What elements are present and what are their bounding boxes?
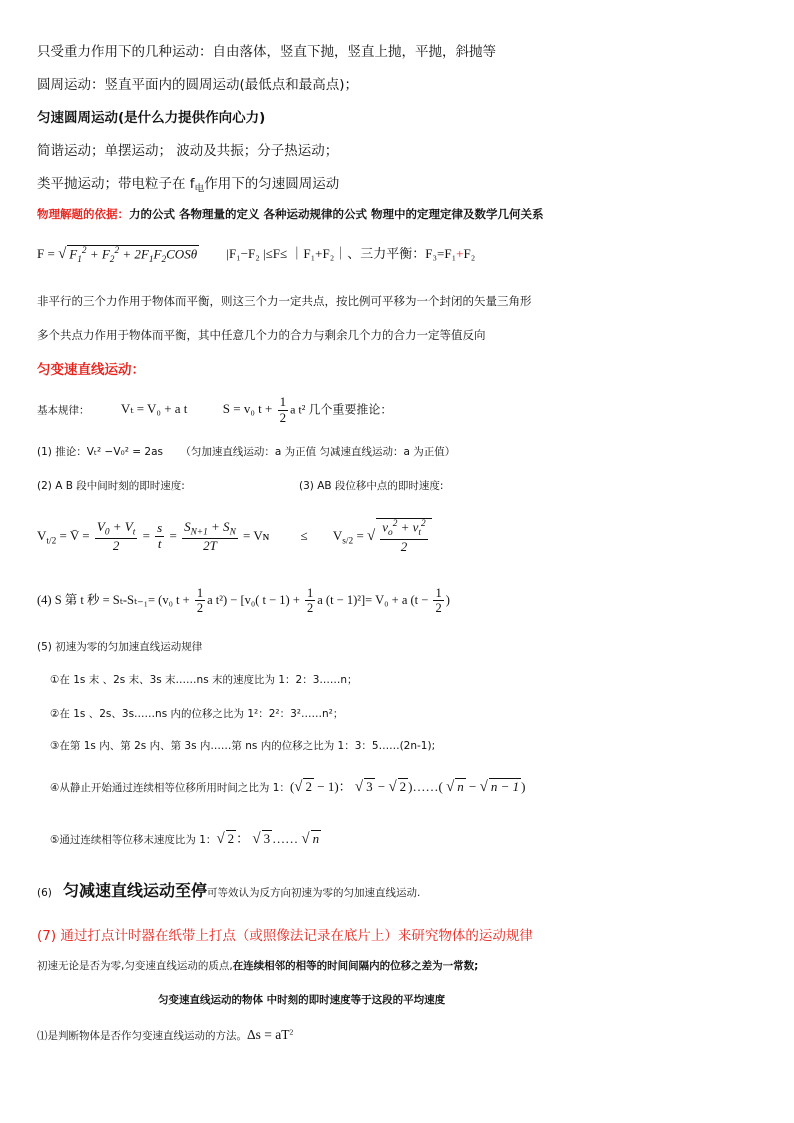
line-mid-time-velocity: 匀变速直线运动的物体 中时刻的即时速度等于这段的平均速度 xyxy=(158,994,446,1006)
inference-2-3: (2) A B 段中间时刻的即时速度: (3) AB 段位移中点的即时速度: xyxy=(37,480,444,492)
line-multi-forces: 多个共点力作用于物体而平衡，其中任意几个力的合力与剩余几个力的合力一定等值反向 xyxy=(37,328,486,342)
line-harmonic: 简谐运动；单摆运动； 波动及共振；分子热运动； xyxy=(37,143,339,159)
rule-2: ②在 1s 、2s、3s……ns 内的位移之比为 1²：2²：3²……n²； xyxy=(50,708,344,720)
section-heading-uniform-accel: 匀变速直线运动： xyxy=(37,362,145,378)
line-ticker-timer: (7) 通过打点计时器在纸带上打点（或照像法记录在底片上）来研究物体的运动规律 xyxy=(37,928,533,944)
line-decelerate-to-stop: (6) 匀减速直线运动至停可等效认为反方向初速为零的匀加速直线运动. xyxy=(37,881,421,900)
basic-laws: 基本规律： Vₜ = V₀ + a t S = v₀ t + $\frac{1}{2}$ a t² 几个重要推论： xyxy=(37,394,393,425)
rule-5: ⑤通过连续相等位移末速度比为 1：√ 2 ： √ 3 …… √ n xyxy=(50,831,320,847)
line-constant-difference: 初速无论是否为零,匀变速直线运动的质点,在连续相邻的相等的时间间隔内的位移之差为一常数; xyxy=(37,960,479,972)
mid-velocity-formula: $V_{t/2}$ = V̄ = $\frac{V_0 + V_t}{2}$ = $\frac{s}{t}$ = $\frac{S_{N+1} + S_N}{2T}$ = Vɴ ≤ $V_{s/2}$ = √ $\frac{v_o^2 + v_t^2}{2}$ xyxy=(37,518,432,555)
line-three-forces: 非平行的三个力作用于物体而平衡，则这三个力一定共点，按比例可平移为一个封闭的矢量三角形 xyxy=(37,294,532,308)
line-circular-motion: 圆周运动：竖直平面内的圆周运动(最低点和最高点)； xyxy=(37,77,359,93)
line-uniform-circular: 匀速圆周运动(是什么力提供作向心力) xyxy=(37,110,266,126)
nth-second-displacement: (4) S 第 t 秒 = Sₜ-Sₜ₋₁= (v₀ t + $\frac{1}{2}$ a t²) − [v₀( t − 1) + $\frac{1}{2}$ a (t − 1)²]= V₀ + a (t − $\frac{1}{2}$ ) xyxy=(37,586,450,616)
force-formula: F = √ $F_1^2 + F_2^2 + 2F_1F_2COS\theta$ |F₁−F₂ |≤F≤ ｜F₁+F₂｜、三力平衡：F₃=F₁+F₂ xyxy=(37,245,476,265)
inference-1: (1) 推论：Vₜ² −V₀² = 2as （匀加速直线运动：a 为正值 匀减速直线运动：a 为正值） xyxy=(37,446,456,458)
rule-1: ①在 1s 末 、2s 末、3s 末……ns 末的速度比为 1：2：3……n； xyxy=(50,674,358,686)
line-gravity-motions: 只受重力作用下的几种运动：自由落体，竖直下抛，竖直上抛，平抛，斜抛等 xyxy=(37,44,496,60)
rule-3: ③在第 1s 内、第 2s 内、第 3s 内……第 ns 内的位移之比为 1：3：5……(2n-1); xyxy=(50,740,436,752)
rule-4: ④从静止开始通过连续相等位移所用时间之比为 1：(√ 2 − 1)： √ 3 − √ 2 )……( √ n − √ n − 1 ) xyxy=(50,779,526,795)
line-projectile-like: 类平抛运动；带电粒子在 $f_电$作用下的匀速圆周运动 xyxy=(37,176,340,195)
zero-initial-rules: (5) 初速为零的匀加速直线运动规律 xyxy=(37,641,203,653)
line-basis-heading: 物理解题的依据：力的公式 各物理量的定义 各种运动规律的公式 物理中的定理定律及数学几何关系 xyxy=(37,207,544,221)
line-judgement-method: ⑴是判断物体是否作匀变速直线运动的方法。$\Delta s = aT^2$ xyxy=(37,1027,294,1042)
